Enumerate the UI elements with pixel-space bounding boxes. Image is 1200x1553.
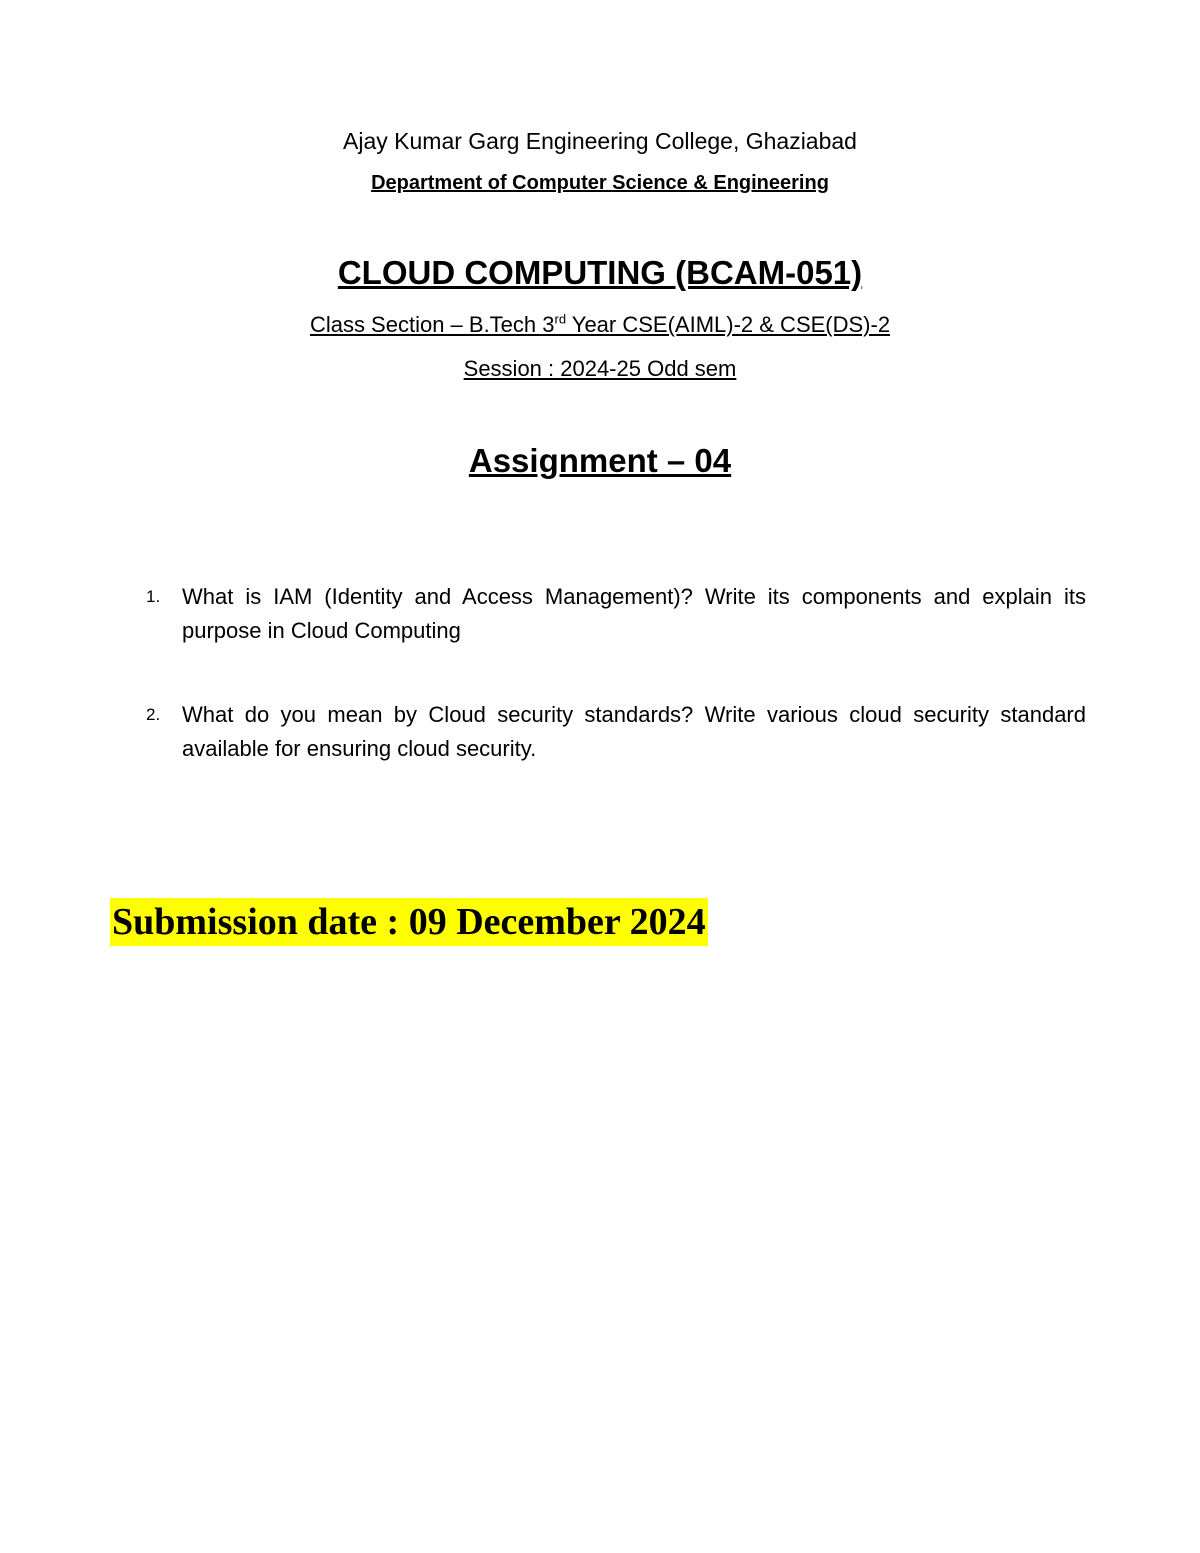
class-section-superscript: rd xyxy=(554,311,567,327)
question-number: 1. xyxy=(146,587,161,606)
department-name: Department of Computer Science & Engineering xyxy=(371,172,829,194)
class-section-prefix: Class Section – B.Tech 3 xyxy=(309,312,555,337)
question-text: What is IAM (Identity and Access Management)? Write its components and explain its purpose in Cloud Computing xyxy=(182,584,1086,643)
question-list xyxy=(140,580,1086,816)
question-item xyxy=(140,580,1086,648)
question-text: What do you mean by Cloud security standards? Write various cloud security standard available for ensuring cloud security. xyxy=(182,702,1086,761)
assignment-title: Assignment – 04 xyxy=(468,442,732,479)
class-section xyxy=(0,310,1200,340)
college-name: Ajay Kumar Garg Engineering College, Ghaziabad xyxy=(343,128,857,154)
class-section-suffix: Year CSE(AIML)-2 & CSE(DS)-2 xyxy=(566,312,891,337)
question-number: 2. xyxy=(146,705,161,724)
question-item xyxy=(140,698,1086,766)
session-info: Session : 2024-25 Odd sem xyxy=(463,356,737,381)
course-title: CLOUD COMPUTING (BCAM-051) xyxy=(337,254,863,291)
submission-date: Submission date : 09 December 2024 xyxy=(110,898,708,946)
